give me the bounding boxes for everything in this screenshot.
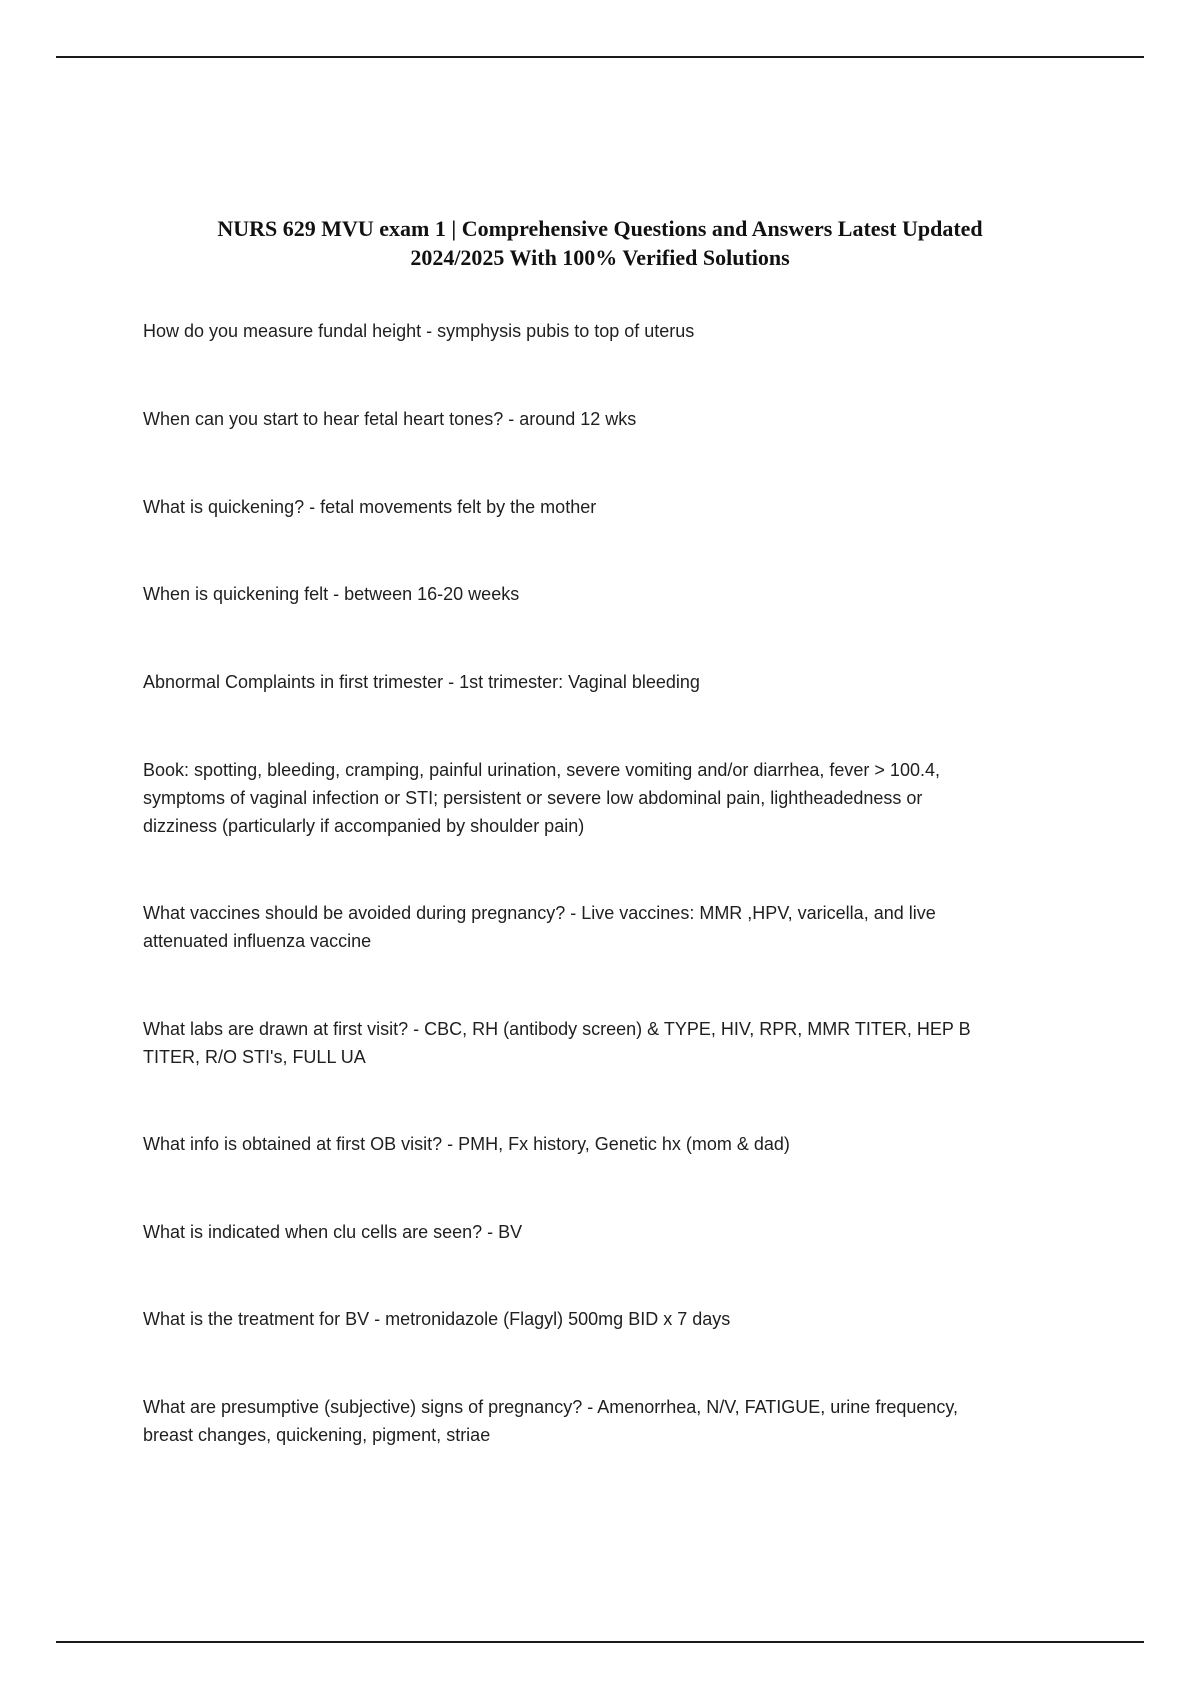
qa-line: symptoms of vaginal infection or STI; persistent or severe low abdominal pain, lightheadedness or bbox=[143, 788, 923, 808]
qa-item-book-symptoms bbox=[143, 756, 1063, 840]
qa-line: What are presumptive (subjective) signs of pregnancy? - Amenorrhea, N/V, FATIGUE, urine frequency, bbox=[143, 1397, 959, 1417]
qa-item-presumptive-signs bbox=[143, 1393, 1063, 1449]
qa-item-vaccines bbox=[143, 899, 1063, 955]
qa-line: dizziness (particularly if accompanied by shoulder pain) bbox=[143, 816, 585, 836]
qa-line: Abnormal Complaints in first trimester - 1st trimester: Vaginal bleeding bbox=[143, 672, 700, 692]
qa-item-first-visit-labs bbox=[143, 1015, 1063, 1071]
document-title-line-1: NURS 629 MVU exam 1 | Comprehensive Questions and Answers Latest Updated bbox=[217, 216, 983, 241]
document-title-line-2: 2024/2025 With 100% Verified Solutions bbox=[410, 245, 790, 270]
qa-line: When can you start to hear fetal heart tones? - around 12 wks bbox=[143, 409, 637, 429]
qa-line: What is quickening? - fetal movements felt by the mother bbox=[143, 497, 597, 517]
qa-line: What vaccines should be avoided during pregnancy? - Live vaccines: MMR ,HPV, varicella, and live bbox=[143, 903, 936, 923]
qa-item-quickening-timing bbox=[143, 580, 1063, 608]
bottom-rule bbox=[56, 1641, 1144, 1643]
qa-item-bv-treatment bbox=[143, 1305, 1063, 1333]
qa-line: What is the treatment for BV - metronidazole (Flagyl) 500mg BID x 7 days bbox=[143, 1309, 731, 1329]
qa-line: What info is obtained at first OB visit? - PMH, Fx history, Genetic hx (mom & dad) bbox=[143, 1134, 790, 1154]
qa-item-quickening bbox=[143, 493, 1063, 521]
qa-line: attenuated influenza vaccine bbox=[143, 931, 372, 951]
qa-item-first-trimester-complaints bbox=[143, 668, 1063, 696]
qa-item-fundal-height bbox=[143, 317, 1063, 345]
qa-item-fetal-heart-tones bbox=[143, 405, 1063, 433]
qa-item-first-ob-visit-info bbox=[143, 1130, 1063, 1158]
qa-line: TITER, R/O STI's, FULL UA bbox=[143, 1047, 366, 1067]
qa-line: How do you measure fundal height - symphysis pubis to top of uterus bbox=[143, 321, 695, 341]
qa-line: What labs are drawn at first visit? - CBC, RH (antibody screen) & TYPE, HIV, RPR, MMR TITER, HEP B bbox=[143, 1019, 971, 1039]
qa-line: breast changes, quickening, pigment, striae bbox=[143, 1425, 491, 1445]
qa-line: What is indicated when clu cells are seen? - BV bbox=[143, 1222, 523, 1242]
qa-line: Book: spotting, bleeding, cramping, painful urination, severe vomiting and/or diarrhea, fever > 100.4, bbox=[143, 760, 940, 780]
qa-line: When is quickening felt - between 16-20 weeks bbox=[143, 584, 520, 604]
qa-item-clue-cells bbox=[143, 1218, 1063, 1246]
